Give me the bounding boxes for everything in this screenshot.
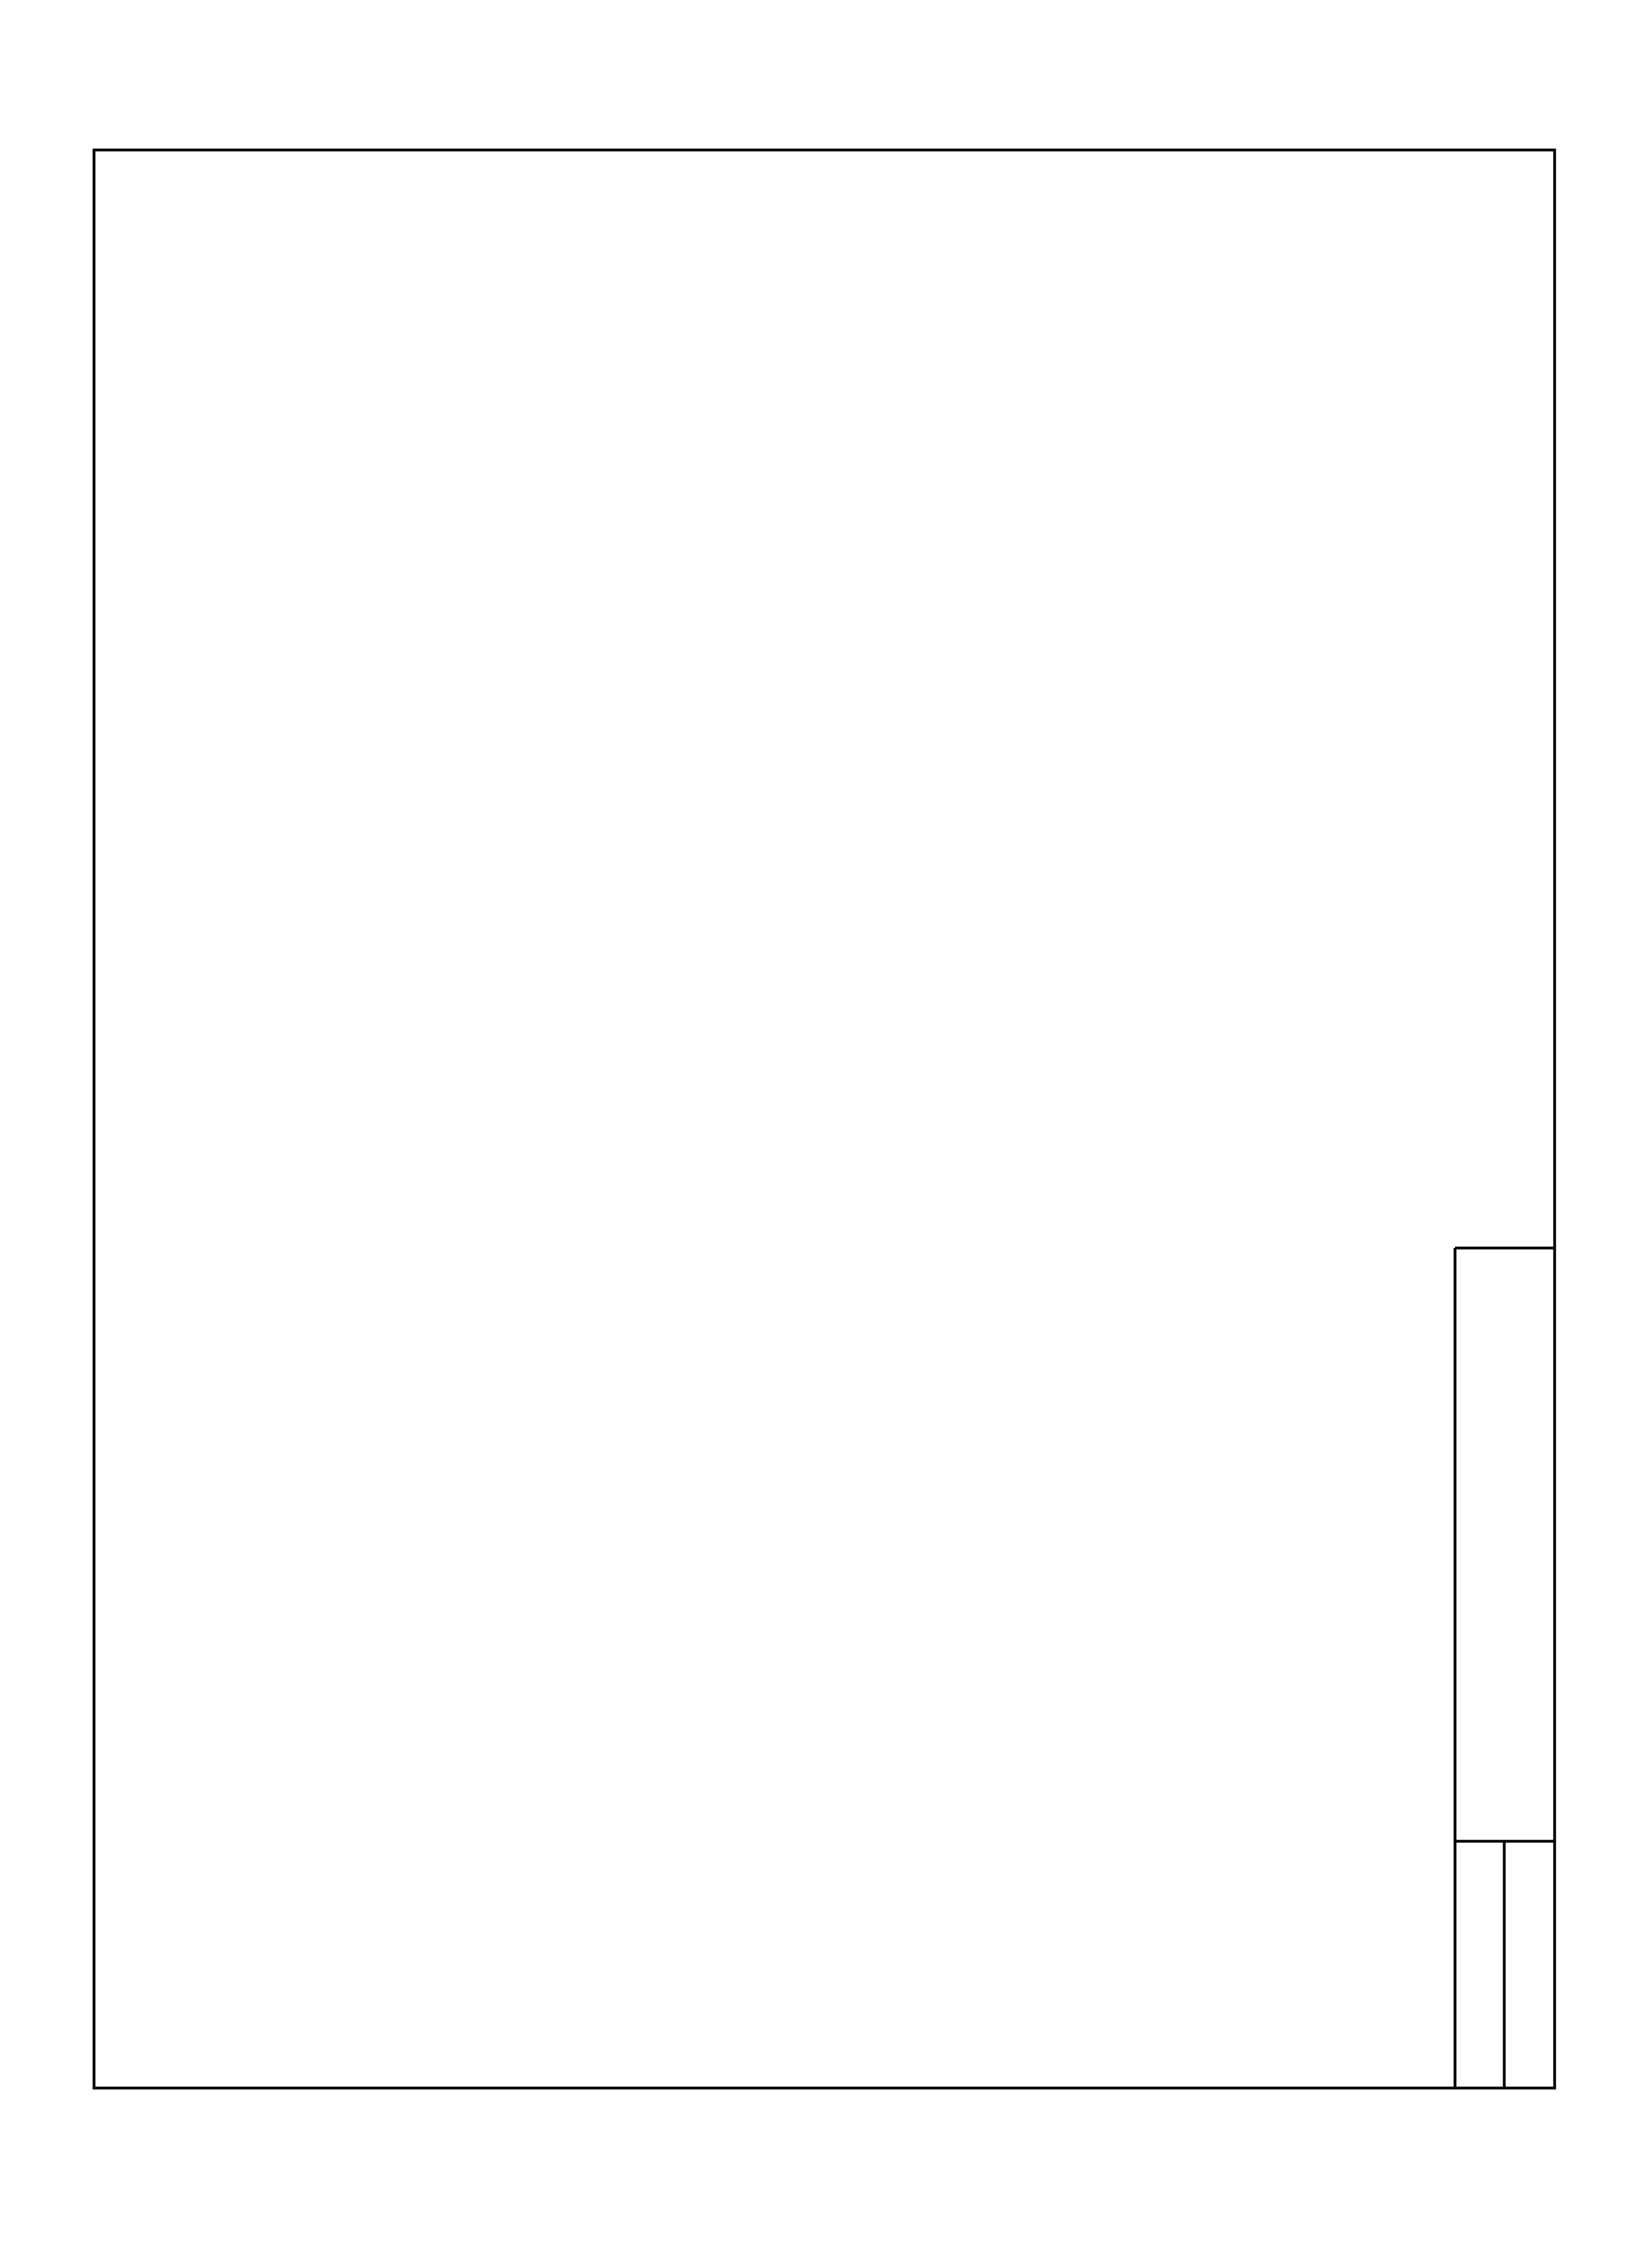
drawing-frame [94,150,1555,2088]
title-block [1455,1248,1555,2088]
